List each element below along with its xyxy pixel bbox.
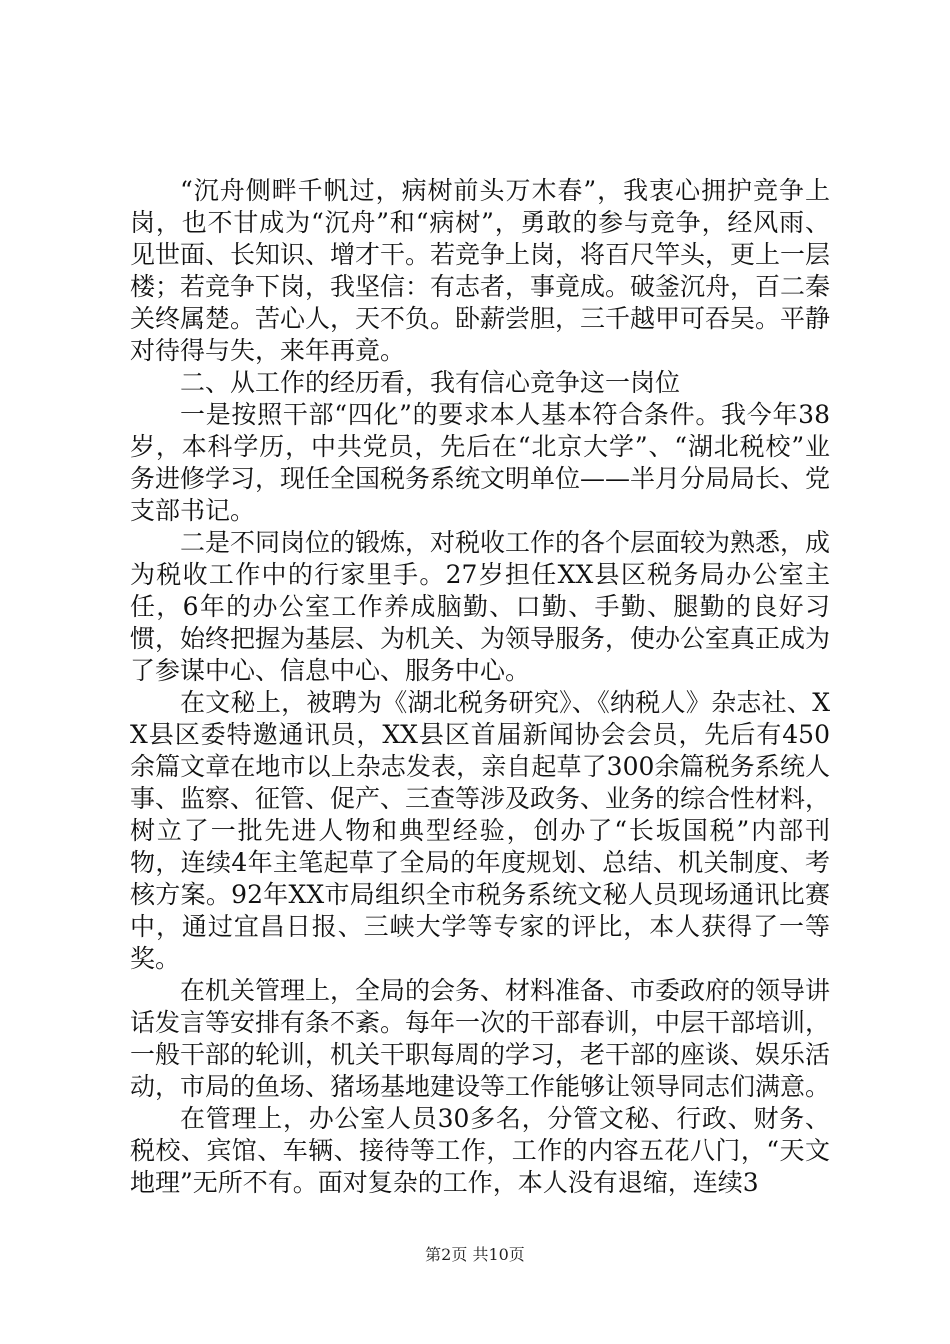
page-footer: 第2页 共10页 — [425, 1245, 525, 1264]
paragraph-1: “沉舟侧畔千帆过，病树前头万木春”，我衷心拥护竞争上岗，也不甘成为“沉舟”和“病树”，勇敢的参与竞争，经风雨、见世面、长知识、增才干。若竞争上岗，将百尺竿头，更上一层楼；若竞争下岗，我坚信：有志者，事竟成。破釜沉舟，百二秦关终属楚。苦心人，天不负。卧薪尝胆，三千越甲可吞吴。平静对待得与失，来年再竟。 — [130, 176, 831, 365]
paragraph-3: 一是按照干部“四化”的要求本人基本符合条件。我今年38岁，本科学历，中共党员，先后在“北京大学”、“湖北税校”业务进修学习，现任全国税务系统文明单位——半月分局局长、党支部书记。 — [130, 400, 831, 525]
paragraph-6: 在机关管理上，全局的会务、材料准备、市委政府的领导讲话发言等安排有条不紊。每年一次的干部春训，中层干部培训，一般干部的轮训，机关干职每周的学习，老干部的座谈、娱乐活动，市局的鱼场、猪场基地建设等工作能够让领导同志们满意。 — [130, 976, 831, 1101]
document-body — [130, 175, 830, 1199]
paragraph-5: 在文秘上，被聘为《湖北税务研究》、《纳税人》杂志社、XX县区委特邀通讯员，XX县区首届新闻协会会员，先后有450余篇文章在地市以上杂志发表，亲自起草了300余篇税务系统人事、监察、征管、促产、三查等涉及政务、业务的综合性材料，树立了一批先进人物和典型经验，创办了“长坂国税”内部刊物，连续4年主笔起草了全局的年度规划、总结、机关制度、考核方案。92年XX市局组织全市税务系统文秘人员现场通讯比赛中，通过宜昌日报、三峡大学等专家的评比，本人获得了一等奖。 — [130, 688, 831, 973]
paragraph-4: 二是不同岗位的锻炼，对税收工作的各个层面较为熟悉，成为税收工作中的行家里手。27岁担任XX县区税务局办公室主任，6年的办公室工作养成脑勤、口勤、手勤、腿勤的良好习惯，始终把握为基层、为机关、为领导服务，使办公室真正成为了参谋中心、信息中心、服务中心。 — [130, 528, 831, 685]
section-heading-2: 二、从工作的经历看，我有信心竞争这一岗位 — [180, 368, 681, 397]
paragraph-7: 在管理上，办公室人员30多名，分管文秘、行政、财务、税校、宾馆、车辆、接待等工作，工作的内容五花八门，“天文地理”无所不有。面对复杂的工作，本人没有退缩，连续3 — [130, 1104, 830, 1197]
